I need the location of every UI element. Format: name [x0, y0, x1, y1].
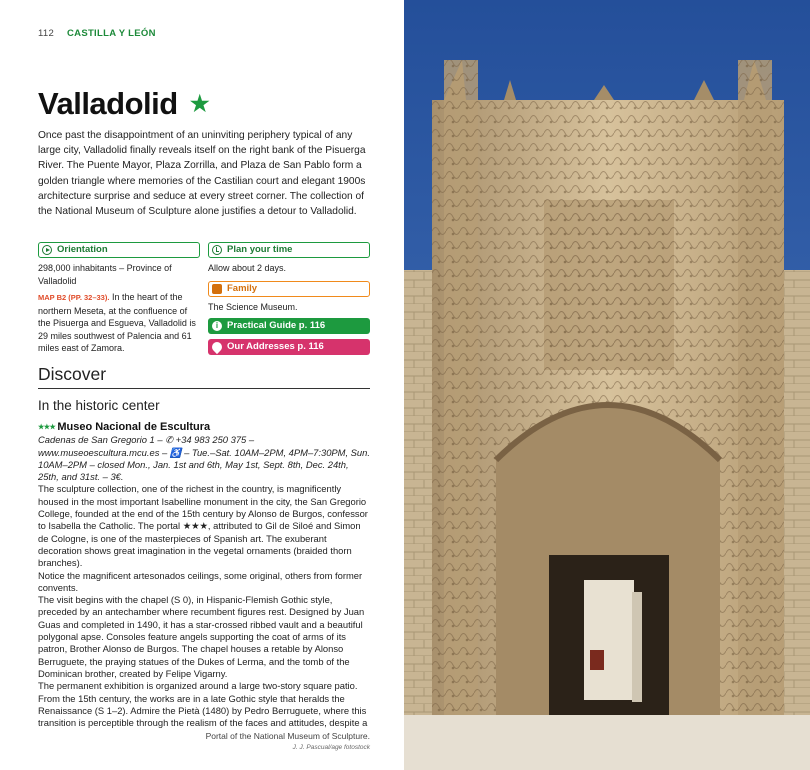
plan-header — [208, 242, 370, 258]
orientation-description: In the heart of the northern Meseta, at the confluence of the Pisuerga and Esgueva, Valladolid is 29 miles southwest of Palencia and 61 miles east of Zamora. — [38, 292, 196, 353]
photo-caption — [38, 731, 370, 753]
intro-paragraph: Once past the disappointment of an uninviting periphery typical of any large city, Valladolid finally reveals itself on the right bank of the Pisuerga River. The Puente Mayor, Plaza Zorrilla, and Plaza de San Pablo form a golden triangle where memories of the Castilian court and elegant 1900s architecture surprise and seduce at every street corner. The collection of the National Museum of Sculpture alone justifies a detour to Valladolid. — [38, 130, 366, 218]
location-pin-icon — [210, 340, 224, 354]
section-name: CASTILLA Y LEÓN — [67, 28, 156, 39]
photo-credit: J. J. Pascual/age fotostock — [292, 744, 370, 751]
info-icon: i — [212, 321, 222, 331]
running-head — [38, 28, 156, 39]
play-icon — [42, 245, 52, 255]
family-label: Family — [227, 282, 258, 294]
museum-name: Museo Nacional de Escultura — [57, 421, 211, 433]
plan-text: Allow about 2 days. — [208, 263, 287, 273]
family-text: The Science Museum. — [208, 301, 298, 312]
practical-guide-link[interactable] — [208, 318, 370, 334]
rating-stars-icon: ★★★ — [38, 424, 56, 431]
museum-title — [38, 421, 370, 434]
museum-paragraph-2: Notice the magnificent artesonados ceilings, some original, others from former convents. — [38, 569, 363, 593]
orientation-label: Orientation — [57, 244, 108, 255]
museum-paragraph-1: The sculpture collection, one of the richest in the country, is magnificently housed in the most important Isabelline monument in the city, the San Gregorio College, founded at the end of the 15th century by Alonso de Burgos, confessor to Isabella the Catholic. The portal ★★★, attributed to Gil de Siloé and Simon de Cologne, is one of the masterpieces of Spanish art. The exuberant decoration shows great imagination in the vegetal ornaments (braided thorn branches). — [38, 483, 368, 569]
orientation-box — [38, 242, 200, 355]
title-text: Valladolid — [38, 86, 178, 121]
orientation-population: 298,000 inhabitants – Province of Valladolid — [38, 263, 172, 286]
museum-entry — [38, 421, 370, 729]
historic-center-heading: In the historic center — [38, 398, 160, 413]
clock-icon — [212, 245, 222, 255]
text-column — [0, 0, 404, 770]
museum-paragraph-3: The visit begins with the chapel (S 0), in Hispanic-Flemish Gothic style, preceded by an antechamber where recumbent figures rest. Designed by Juan Guas and completed in 1490, it has a star-crossed ribbed vault and a beautiful polygonal apse. Consoles feature angels supporting the coat of arms of its patron, Brother Alonso de Burgos. The chapel houses a retable by Alonso Berruguete, the praying statues of the Dukes of Lerma, and the tomb of the Dominican brother, created by Felipe Vigarny. — [38, 594, 365, 679]
caption-text: Portal of the National Museum of Sculpture. — [205, 731, 370, 741]
family-header — [208, 281, 370, 297]
portal-photo — [404, 0, 810, 770]
page-number: 112 — [38, 28, 55, 39]
practical-label: Practical Guide p. 116 — [227, 320, 326, 331]
addresses-link[interactable] — [208, 339, 370, 355]
plan-label: Plan your time — [227, 244, 293, 255]
map-reference[interactable]: MAP B2 (PP. 32–33). — [38, 293, 110, 302]
side-box — [208, 242, 370, 355]
family-icon — [212, 284, 222, 294]
museum-paragraph-4: The permanent exhibition is organized around a large two-story square patio. From the 15th century, the works are in a late Gothic style that heralds the Renaissance (S 1–2). Admire the Pietà (1480) by Pedro Berruguete, where this transition is perceptible through the realism of the faces and attitudes, despite a — [38, 680, 368, 729]
addresses-label: Our Addresses p. 116 — [227, 341, 324, 352]
page-title — [38, 86, 209, 122]
ornate-gothic-portal-photo — [404, 0, 810, 770]
orientation-text — [38, 291, 200, 355]
orientation-header — [38, 242, 200, 258]
discover-heading: Discover — [38, 364, 370, 389]
museum-info: Cadenas de San Gregorio 1 – ✆ +34 983 250 375 – www.museoescultura.mcu.es – ♿ – Tue.–Sat. 10AM–2PM, 4PM–7:30PM, Sun. 10AM–2PM – closed Mon., Jan. 1st and 6th, May 1st, Sept. 8th, Dec. 24th, 25th, and 31st. – 3€. — [38, 434, 370, 483]
star-icon: ★ — [189, 91, 210, 116]
